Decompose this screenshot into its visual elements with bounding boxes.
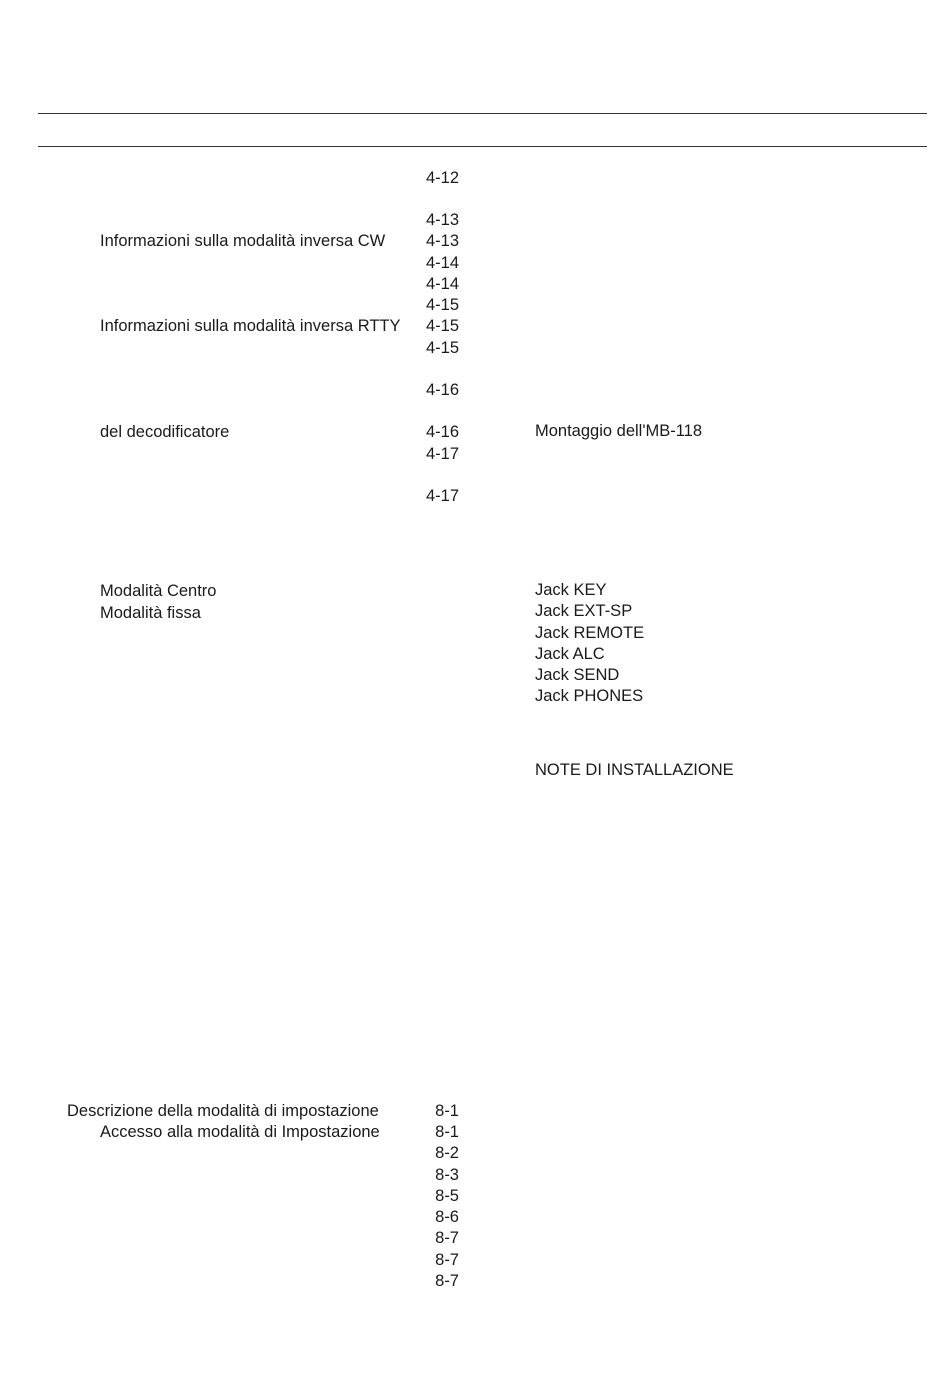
page-number: 8-5 [435, 1187, 459, 1205]
toc-entry-jack-send: Jack SEND [535, 666, 620, 684]
page-number: 4-16 [425, 381, 459, 399]
page-number: 8-3 [435, 1166, 459, 1184]
toc-entry-setup-description: Descrizione della modalità di impostazione [67, 1102, 379, 1120]
toc-entry-setup-access: Accesso alla modalità di Impostazione [100, 1123, 380, 1141]
header-rule-top [38, 113, 927, 114]
toc-entry-jack-alc: Jack ALC [535, 645, 605, 663]
toc-entry-install-notes: NOTE DI INSTALLAZIONE [535, 761, 734, 779]
toc-entry-jack-phones: Jack PHONES [535, 687, 644, 705]
toc-entry-jack-ext-sp: Jack EXT-SP [535, 602, 633, 620]
page-number: 4-14 [425, 254, 459, 272]
page-number: 4-15 [425, 317, 459, 335]
page-number: 4-16 [425, 423, 459, 441]
page-number: 8-7 [435, 1229, 459, 1247]
toc-entry-rtty-reverse: Informazioni sulla modalità inversa RTTY [100, 317, 401, 335]
toc-entry-decoder: del decodificatore [100, 423, 230, 441]
page-number: 8-1 [435, 1123, 459, 1141]
page-number: 4-14 [425, 275, 459, 293]
toc-entry-center-mode: Modalità Centro [100, 582, 217, 600]
page-number: 4-17 [425, 445, 459, 463]
page-number: 8-2 [435, 1144, 459, 1162]
toc-entry-jack-key: Jack KEY [535, 581, 607, 599]
header-rule-bottom [38, 146, 927, 147]
page-number: 4-13 [425, 211, 459, 229]
page-number: 8-1 [435, 1102, 459, 1120]
page-number: 8-7 [435, 1251, 459, 1269]
page-number: 4-13 [425, 232, 459, 250]
page-number: 4-15 [425, 339, 459, 357]
toc-entry-cw-reverse: Informazioni sulla modalità inversa CW [100, 232, 386, 250]
page-number: 4-17 [425, 487, 459, 505]
page-number: 4-15 [425, 296, 459, 314]
toc-entry-mb118: Montaggio dell'MB-118 [535, 422, 703, 440]
toc-entry-jack-remote: Jack REMOTE [535, 624, 645, 642]
page-number: 8-7 [435, 1272, 459, 1290]
page-number: 8-6 [435, 1208, 459, 1226]
toc-entry-fixed-mode: Modalità fissa [100, 604, 201, 622]
page-number: 4-12 [425, 169, 459, 187]
